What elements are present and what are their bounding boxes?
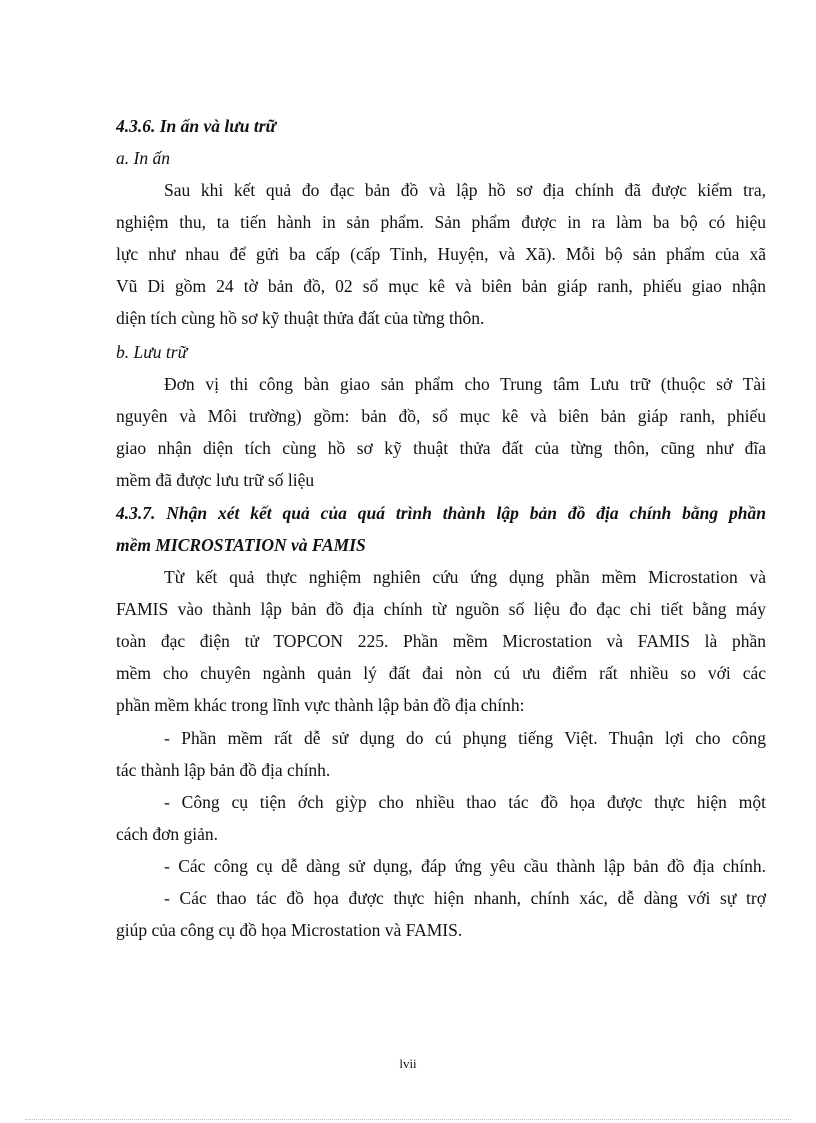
subheading-printing: a. In ấn [116, 148, 170, 168]
page-number: lvii [399, 1056, 417, 1071]
text-line: FAMIS vào thành lập bản đồ địa chính từ nguồn số liệu đo đạc chi tiết bằng máy [116, 599, 766, 619]
text-line: - Phần mềm rất dễ sử dụng do cú phụng tiếng Việt. Thuận lợi cho công [164, 728, 766, 748]
text-line: giúp của công cụ đồ họa Microstation và FAMIS. [116, 920, 463, 940]
paragraph-printing [116, 174, 766, 334]
text-line: cách đơn giản. [116, 824, 219, 844]
text-line: giao nhận diện tích cùng hồ sơ kỹ thuật thửa đất của từng thôn, cũng như đĩa [116, 438, 766, 458]
bullet-item [116, 882, 766, 946]
page-break-divider [25, 1119, 791, 1120]
text-line: mềm đã được lưu trữ số liệu [116, 470, 315, 490]
text-line: toàn đạc điện tử TOPCON 225. Phần mềm Microstation và FAMIS là phần [116, 631, 766, 651]
text-line: Từ kết quả thực nghiệm nghiên cứu ứng dụng phần mềm Microstation và [164, 567, 766, 587]
bullet-item [116, 786, 766, 850]
text-line: - Công cụ tiện ớch giỳp cho nhiều thao tác đồ họa được thực hiện một [164, 792, 766, 812]
bullet-item [116, 850, 766, 882]
text-line: lực như nhau để gửi ba cấp (cấp Tỉnh, Huyện, và Xã). Mỗi bộ sản phẩm của xã [116, 244, 766, 264]
text-line: mềm cho chuyên ngành quản lý đất đai nòn cú ưu điểm rất nhiều so với các [116, 663, 766, 683]
paragraph-evaluation [116, 561, 766, 721]
text-line: nghiệm thu, ta tiến hành in sản phẩm. Sản phẩm được in ra làm ba bộ có hiệu [116, 212, 766, 232]
text-line: phần mềm khác trong lĩnh vực thành lập bản đồ địa chính: [116, 695, 525, 715]
heading-line: mềm MICROSTATION và FAMIS [116, 535, 366, 555]
text-line: diện tích cùng hồ sơ kỹ thuật thửa đất của từng thôn. [116, 308, 485, 328]
text-line: - Các thao tác đồ họa được thực hiện nhanh, chính xác, dễ dàng với sự trợ [164, 888, 766, 908]
text-line: tác thành lập bản đồ địa chính. [116, 760, 331, 780]
bullet-item [116, 722, 766, 786]
text-line: - Các công cụ dễ dàng sử dụng, đáp ứng yêu cầu thành lập bản đồ địa chính. [164, 856, 766, 876]
subheading-archiving: b. Lưu trữ [116, 342, 188, 362]
paragraph-archiving [116, 368, 766, 496]
text-line: Đơn vị thi công bàn giao sản phẩm cho Trung tâm Lưu trữ (thuộc sở Tài [164, 374, 766, 394]
section-heading-4-3-6: 4.3.6. In ấn và lưu trữ [116, 116, 277, 136]
section-heading-4-3-7 [116, 497, 766, 561]
text-line: nguyên và Môi trường) gồm: bản đồ, sổ mục kê và biên bản giáp ranh, phiếu [116, 406, 766, 426]
text-line: Sau khi kết quả đo đạc bản đồ và lập hồ sơ địa chính đã được kiểm tra, [164, 180, 766, 200]
heading-line: 4.3.7. Nhận xét kết quả của quá trình thành lập bản đồ địa chính bằng phần [116, 503, 766, 523]
text-line: Vũ Di gồm 24 tờ bản đồ, 02 sổ mục kê và biên bản giáp ranh, phiếu giao nhận [116, 276, 766, 296]
